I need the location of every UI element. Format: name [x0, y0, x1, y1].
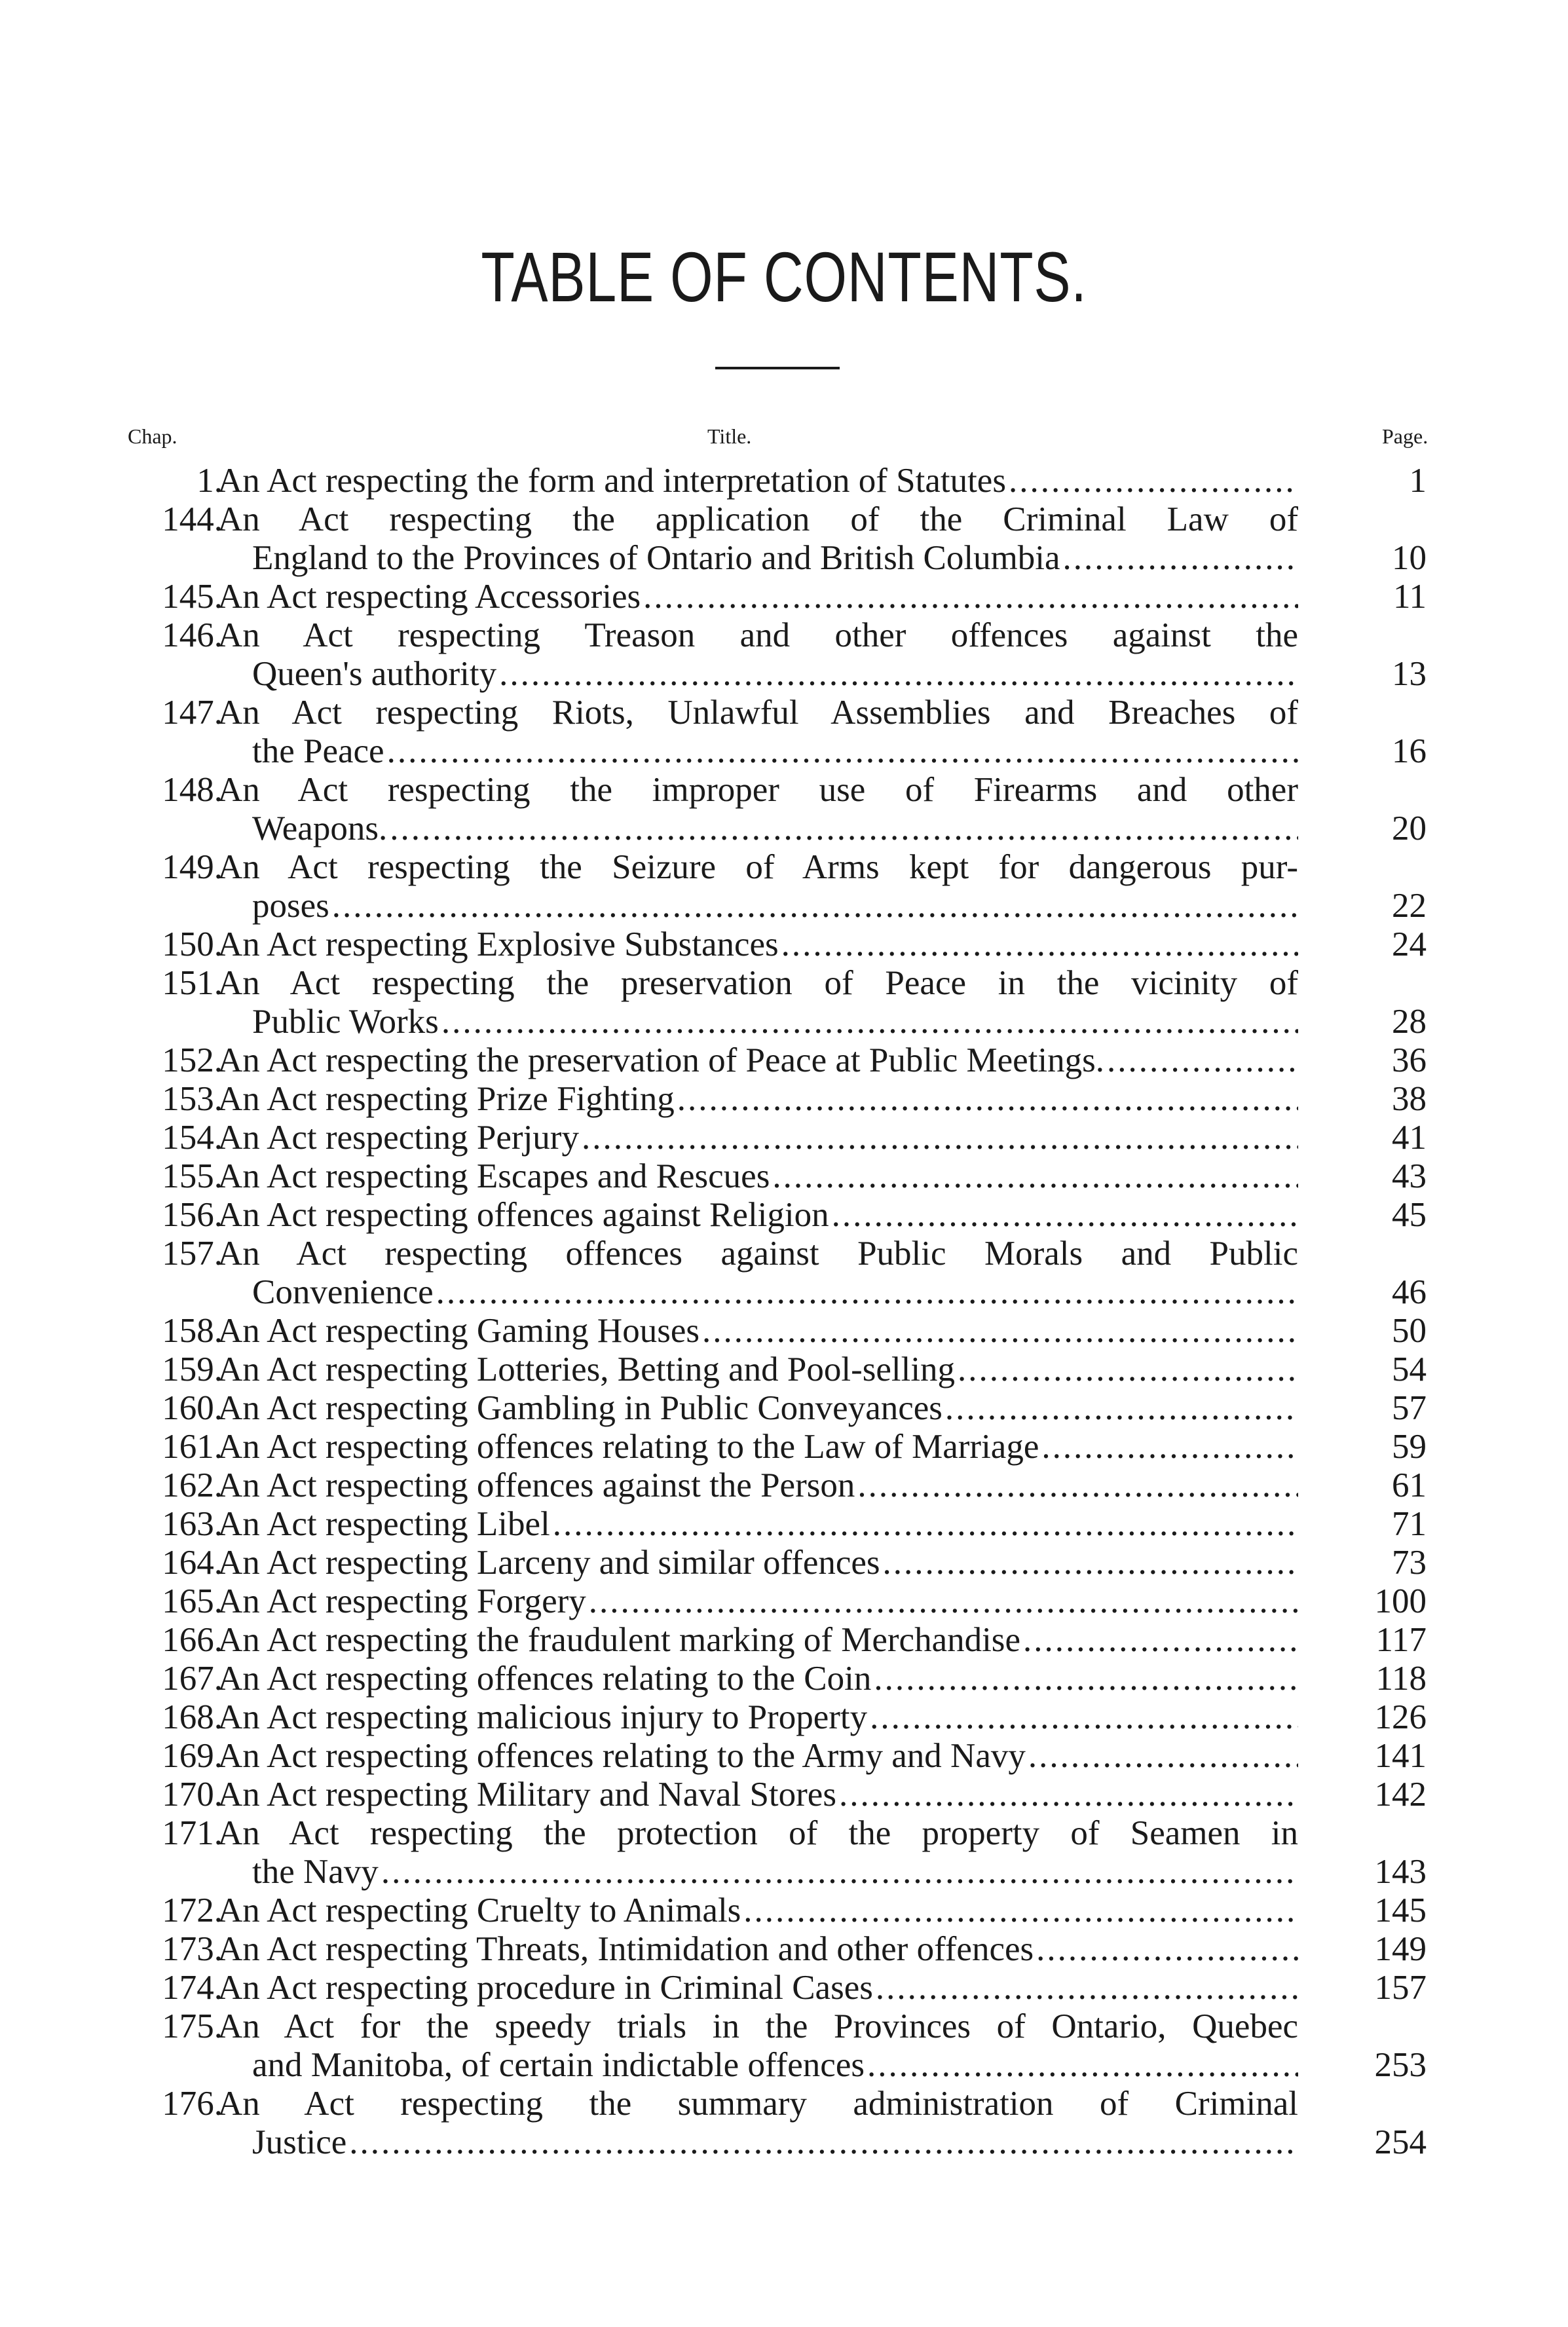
entry-title: An Act respecting the application of the Criminal Law of: [217, 500, 1298, 538]
entry-title: [252, 1853, 1298, 1891]
page-number: 254: [1374, 2123, 1427, 2161]
toc-row: [0, 1312, 1568, 1350]
page-number: 100: [1374, 1582, 1427, 1620]
entry-title-text: An Act respecting Prize Fighting: [217, 1080, 675, 1118]
entry-title: [252, 1003, 1298, 1041]
entry-title: An Act respecting the Seizure of Arms kept for dangerous pur-: [217, 848, 1298, 886]
entry-title: [217, 925, 1298, 964]
chapter-number: 163.: [162, 1505, 223, 1543]
chapter-number: 159.: [162, 1350, 223, 1388]
chapter-number: 166.: [162, 1621, 223, 1659]
page-number: 20: [1392, 810, 1427, 847]
page-number: 54: [1392, 1350, 1427, 1388]
entry-title-text: Weapons.: [252, 810, 388, 847]
page-number: 117: [1375, 1621, 1427, 1659]
entry-title: [217, 1041, 1298, 1080]
entry-title-text: An Act respecting offences relating to the Army and Navy: [217, 1737, 1026, 1775]
entry-title: [217, 1891, 1298, 1930]
entry-title: [217, 1157, 1298, 1196]
entry-title: An Act for the speedy trials in the Provinces of Ontario, Quebec: [217, 2007, 1298, 2045]
page-number: 126: [1374, 1698, 1427, 1736]
page-number: 59: [1392, 1428, 1427, 1466]
toc-row: [0, 887, 1568, 925]
page-number: 157: [1374, 1969, 1427, 2007]
chapter-number: 156.: [162, 1196, 223, 1234]
toc-row: [0, 655, 1568, 694]
dot-leader: [943, 1389, 1298, 1428]
entry-title: An Act respecting the summary administration of Criminal: [217, 2085, 1298, 2123]
toc-row: [0, 1853, 1568, 1891]
entry-title: [217, 1350, 1298, 1389]
chapter-number: 149.: [162, 848, 223, 886]
entry-title: An Act respecting the preservation of Peace in the vicinity of: [217, 964, 1298, 1002]
entry-title: [217, 1428, 1298, 1466]
toc-row: [0, 1891, 1568, 1930]
entry-title-text: An Act respecting Military and Naval Stores: [217, 1776, 836, 1814]
entry-title-text: An Act respecting Forgery: [217, 1582, 586, 1620]
entry-title: An Act respecting the improper use of Firearms and other: [217, 771, 1298, 809]
toc-row: [0, 1660, 1568, 1698]
entry-title-text: England to the Provinces of Ontario and British Columbia: [252, 539, 1060, 577]
dot-leader: [550, 1505, 1298, 1544]
entry-title: [217, 1582, 1298, 1621]
page-column-header: Page.: [1382, 424, 1428, 448]
chapter-number: 154.: [162, 1119, 223, 1157]
entry-title-text: Justice: [252, 2123, 347, 2161]
page-number: 36: [1392, 1041, 1427, 1079]
toc-row: [0, 1273, 1568, 1312]
chapter-number: 162.: [162, 1466, 223, 1504]
dot-leader: [1006, 462, 1298, 500]
chapter-number: 145.: [162, 578, 223, 616]
entry-title-text: An Act respecting the fraudulent marking of Merchandise: [217, 1621, 1020, 1659]
toc-row: [0, 1080, 1568, 1119]
entry-title: [217, 1930, 1298, 1969]
toc-row: [0, 1814, 1568, 1853]
chapter-number: 146.: [162, 616, 223, 654]
toc-row: [0, 925, 1568, 964]
dot-leader: [880, 1544, 1298, 1582]
dot-leader: [836, 1776, 1298, 1814]
chapter-number: 144.: [162, 500, 223, 538]
entry-title: [252, 655, 1298, 694]
dot-leader: [1026, 1737, 1298, 1776]
toc-row: [0, 1157, 1568, 1196]
entry-title: [217, 1080, 1298, 1119]
dot-leader: [871, 1660, 1298, 1698]
entry-title: [217, 578, 1298, 616]
chapter-number: 151.: [162, 964, 223, 1002]
toc-row: [0, 1621, 1568, 1660]
toc-row: [0, 1930, 1568, 1969]
entry-title: [217, 1389, 1298, 1428]
toc-row: [0, 1698, 1568, 1737]
chapter-number: 1.: [196, 462, 223, 500]
chapter-number: 171.: [162, 1814, 223, 1852]
page-number: 10: [1392, 539, 1427, 577]
toc-row: [0, 2085, 1568, 2123]
page-number: 141: [1374, 1737, 1427, 1775]
toc-row: [0, 1389, 1568, 1428]
dot-leader: [1104, 1041, 1298, 1080]
toc-row: [0, 1196, 1568, 1235]
entry-title-text: An Act respecting the preservation of Peace at Public Meetings.: [217, 1041, 1105, 1079]
toc-row: [0, 810, 1568, 848]
chapter-number: 161.: [162, 1428, 223, 1466]
dot-leader: [586, 1582, 1298, 1621]
entry-title: [217, 1312, 1298, 1350]
page-number: 253: [1374, 2046, 1427, 2084]
dot-leader: [1034, 1930, 1298, 1969]
page-number: 73: [1392, 1544, 1427, 1582]
page-number: 24: [1392, 925, 1427, 963]
entry-title-text: An Act respecting Larceny and similar offences: [217, 1544, 880, 1582]
dot-leader: [855, 1466, 1298, 1505]
entry-title: [217, 1505, 1298, 1544]
entry-title-text: An Act respecting the form and interpretation of Statutes: [217, 462, 1006, 500]
entry-title: [252, 539, 1298, 578]
toc-row: [0, 1003, 1568, 1041]
chapter-number: 175.: [162, 2007, 223, 2045]
entry-title: [217, 1737, 1298, 1776]
page-number: 46: [1392, 1273, 1427, 1311]
toc-row: [0, 2046, 1568, 2085]
page-number: 50: [1392, 1312, 1427, 1350]
entry-title: [217, 1621, 1298, 1660]
entry-title-text: the Navy: [252, 1853, 379, 1891]
dot-leader: [641, 578, 1298, 616]
chapter-number: 164.: [162, 1544, 223, 1582]
toc-row: [0, 1235, 1568, 1273]
chapter-number: 172.: [162, 1891, 223, 1929]
entry-title: [252, 2123, 1298, 2162]
toc-row: [0, 1737, 1568, 1776]
toc-row: [0, 1505, 1568, 1544]
chapter-number: 169.: [162, 1737, 223, 1775]
entry-title: [252, 2046, 1298, 2085]
dot-leader: [434, 1273, 1298, 1312]
entry-title: An Act respecting the protection of the property of Seamen in: [217, 1814, 1298, 1852]
entry-title: [252, 732, 1298, 771]
entry-title: An Act respecting offences against Public Morals and Public: [217, 1235, 1298, 1273]
page-number: 28: [1392, 1003, 1427, 1041]
entry-title-text: poses: [252, 887, 329, 925]
page-number: 11: [1392, 578, 1427, 616]
toc-row: [0, 616, 1568, 655]
page-number: 145: [1374, 1891, 1427, 1929]
page-number: 38: [1392, 1080, 1427, 1118]
table-of-contents: [0, 462, 1568, 2162]
chapter-number: 152.: [162, 1041, 223, 1079]
chapter-number: 150.: [162, 925, 223, 963]
dot-leader: [1060, 539, 1298, 578]
toc-row: [0, 1582, 1568, 1621]
dot-leader: [865, 2046, 1298, 2085]
page-title: TABLE OF CONTENTS.: [481, 237, 1087, 316]
dot-leader: [770, 1157, 1298, 1196]
dot-leader: [829, 1196, 1298, 1235]
chap-column-header: Chap.: [128, 424, 177, 448]
toc-row: [0, 848, 1568, 887]
entry-title-text: and Manitoba, of certain indictable offences: [252, 2046, 865, 2084]
dot-leader: [675, 1080, 1298, 1119]
entry-title: [217, 1776, 1298, 1814]
toc-row: [0, 1466, 1568, 1505]
chapter-number: 158.: [162, 1312, 223, 1350]
dot-leader: [496, 655, 1298, 694]
toc-row: [0, 2123, 1568, 2162]
page-number: 45: [1392, 1196, 1427, 1234]
chapter-number: 147.: [162, 694, 223, 732]
page-number: 16: [1392, 732, 1427, 770]
entry-title: [252, 810, 1298, 848]
entry-title: [217, 1196, 1298, 1235]
entry-title: [217, 1660, 1298, 1698]
entry-title-text: An Act respecting Cruelty to Animals: [217, 1891, 741, 1929]
entry-title-text: the Peace: [252, 732, 384, 770]
chapter-number: 157.: [162, 1235, 223, 1273]
page-number: 57: [1392, 1389, 1427, 1427]
toc-row: [0, 964, 1568, 1003]
chapter-number: 148.: [162, 771, 223, 809]
entry-title: An Act respecting Treason and other offences against the: [217, 616, 1298, 654]
entry-title-text: An Act respecting offences relating to the Coin: [217, 1660, 872, 1698]
entry-title: [252, 887, 1298, 925]
entry-title-text: An Act respecting Accessories: [217, 578, 641, 616]
page-number: 22: [1392, 887, 1427, 925]
page-number: 43: [1392, 1157, 1427, 1195]
entry-title-text: An Act respecting offences against the Person: [217, 1466, 855, 1504]
dot-leader: [955, 1350, 1298, 1389]
dot-leader: [579, 1119, 1298, 1157]
page-number: 149: [1374, 1930, 1427, 1968]
toc-row: [0, 2007, 1568, 2046]
chapter-number: 168.: [162, 1698, 223, 1736]
entry-title-text: An Act respecting procedure in Criminal Cases: [217, 1969, 873, 2007]
entry-title-text: Public Works: [252, 1003, 439, 1041]
chapter-number: 167.: [162, 1660, 223, 1698]
entry-title: [217, 1119, 1298, 1157]
chapter-number: 176.: [162, 2085, 223, 2123]
entry-title-text: An Act respecting Perjury: [217, 1119, 579, 1157]
dot-leader: [873, 1969, 1298, 2007]
entry-title-text: An Act respecting offences against Religion: [217, 1196, 829, 1234]
toc-row: [0, 1041, 1568, 1080]
toc-row: [0, 539, 1568, 578]
dot-leader: [329, 887, 1298, 925]
page-number: 41: [1392, 1119, 1427, 1157]
page-number: 71: [1392, 1505, 1427, 1543]
toc-row: [0, 694, 1568, 732]
chapter-number: 165.: [162, 1582, 223, 1620]
dot-leader: [384, 732, 1298, 771]
entry-title-text: An Act respecting Escapes and Rescues: [217, 1157, 770, 1195]
dot-leader: [867, 1698, 1298, 1737]
entry-title-text: An Act respecting Libel: [217, 1505, 550, 1543]
entry-title-text: Queen's authority: [252, 655, 497, 693]
page-number: 13: [1392, 655, 1427, 693]
toc-row: [0, 1428, 1568, 1466]
title-column-header: Title.: [707, 424, 752, 448]
entry-title: An Act respecting Riots, Unlawful Assemblies and Breaches of: [217, 694, 1298, 732]
page-number: 142: [1374, 1776, 1427, 1814]
page-number: 1: [1409, 462, 1427, 500]
dot-leader: [387, 810, 1298, 848]
toc-row: [0, 462, 1568, 500]
toc-row: [0, 1544, 1568, 1582]
entry-title: [252, 1273, 1298, 1312]
entry-title-text: An Act respecting Lotteries, Betting and Pool-selling: [217, 1350, 956, 1388]
dot-leader: [1039, 1428, 1298, 1466]
entry-title-text: An Act respecting malicious injury to Property: [217, 1698, 868, 1736]
entry-title: [217, 1544, 1298, 1582]
entry-title-text: An Act respecting Gaming Houses: [217, 1312, 700, 1350]
toc-row: [0, 500, 1568, 539]
entry-title-text: An Act respecting offences relating to the Law of Marriage: [217, 1428, 1039, 1466]
page-number: 118: [1375, 1660, 1427, 1698]
dot-leader: [379, 1853, 1298, 1891]
entry-title: [217, 1969, 1298, 2007]
toc-row: [0, 771, 1568, 810]
entry-title-text: Convenience: [252, 1273, 434, 1311]
entry-title-text: An Act respecting Threats, Intimidation and other offences: [217, 1930, 1034, 1968]
toc-row: [0, 578, 1568, 616]
entry-title: [217, 462, 1298, 500]
page-number: 143: [1374, 1853, 1427, 1891]
toc-row: [0, 1776, 1568, 1814]
dot-leader: [346, 2123, 1298, 2162]
chapter-number: 155.: [162, 1157, 223, 1195]
dot-leader: [439, 1003, 1298, 1041]
chapter-number: 173.: [162, 1930, 223, 1968]
entry-title-text: An Act respecting Gambling in Public Conveyances: [217, 1389, 943, 1427]
title-rule: [715, 367, 840, 369]
toc-row: [0, 1119, 1568, 1157]
dot-leader: [700, 1312, 1298, 1350]
chapter-number: 153.: [162, 1080, 223, 1118]
page-number: 61: [1392, 1466, 1427, 1504]
entry-title: [217, 1698, 1298, 1737]
entry-title: [217, 1466, 1298, 1505]
dot-leader: [741, 1891, 1298, 1930]
dot-leader: [779, 925, 1298, 964]
entry-title-text: An Act respecting Explosive Substances: [217, 925, 779, 963]
dot-leader: [1020, 1621, 1298, 1660]
chapter-number: 170.: [162, 1776, 223, 1814]
toc-row: [0, 1350, 1568, 1389]
chapter-number: 160.: [162, 1389, 223, 1427]
toc-row: [0, 732, 1568, 771]
chapter-number: 174.: [162, 1969, 223, 2007]
toc-row: [0, 1969, 1568, 2007]
